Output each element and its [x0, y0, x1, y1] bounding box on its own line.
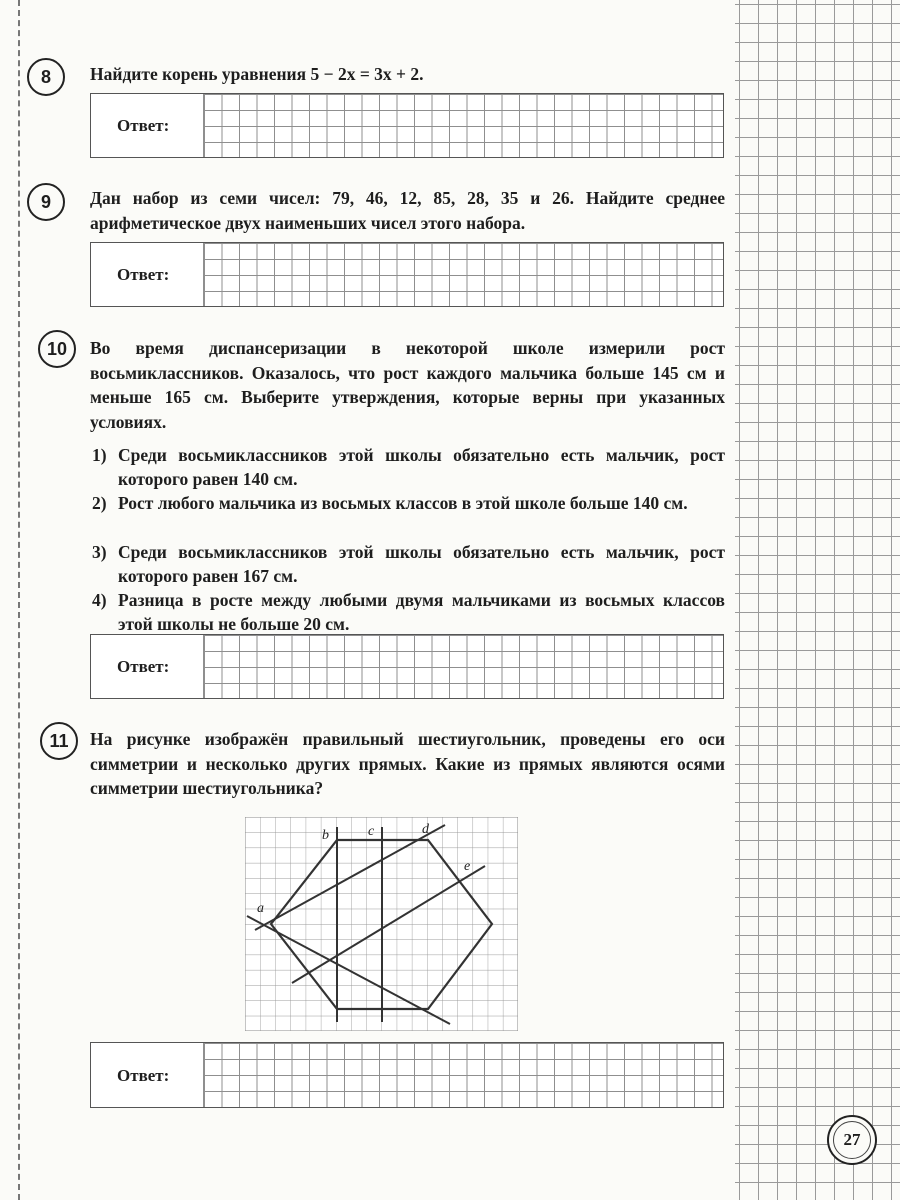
task-10-option-3-number: 3)	[92, 542, 107, 562]
page-number-inner-ring	[833, 1121, 871, 1159]
task-10-answer-box[interactable]	[90, 634, 724, 699]
page-number-badge	[827, 1115, 877, 1165]
task-8-answer-label: Ответ:	[117, 116, 170, 135]
task-8-text: Найдите корень уравнения 5 − 2x = 3x + 2.	[90, 64, 424, 84]
task-10-number: 10	[46, 338, 68, 359]
task-9-answer-label: Ответ:	[117, 265, 170, 284]
task-10-option-4-text: Разница в росте между любыми двумя мальчиками из восьмых классов этой школы не больше 20 см.	[118, 590, 725, 634]
label-b: b	[322, 828, 329, 843]
label-a: a	[257, 901, 264, 916]
label-d: d	[422, 822, 429, 837]
task-8-answer-box[interactable]	[90, 93, 724, 158]
task-11-answer-label: Ответ:	[117, 1066, 170, 1085]
task-9-number: 9	[40, 191, 51, 212]
task-10-option-1-text: Среди восьмиклассников этой школы обязательно есть мальчик, рост которого равен 140 см.	[118, 445, 725, 489]
task-11-answer-box[interactable]	[90, 1042, 724, 1108]
task-10-option-3-text: Среди восьмиклассников этой школы обязательно есть мальчик, рост которого равен 167 см.	[118, 542, 725, 586]
task-10-option-2-text: Рост любого мальчика из восьмых классов в этой школе больше 140 см.	[118, 493, 688, 513]
task-10-answer-cells[interactable]	[203, 635, 723, 698]
cut-line	[18, 0, 20, 1200]
task-10-option-3	[92, 540, 725, 588]
task-10-option-2	[92, 491, 725, 515]
task-10-number-badge	[38, 330, 76, 368]
task-10-option-2-number: 2)	[92, 493, 107, 513]
label-e: e	[464, 859, 471, 874]
task-9-text: Дан набор из семи чисел: 79, 46, 12, 85, 28, 35 и 26. Найдите среднее арифметическое двух наименьших чисел этого набора.	[90, 188, 725, 233]
task-10-option-4	[92, 588, 725, 636]
task-9-answer-box[interactable]	[90, 242, 724, 307]
task-10-option-4-number: 4)	[92, 590, 107, 610]
task-10-option-1-number: 1)	[92, 445, 107, 465]
task-11-text: На рисунке изображён правильный шестиугольник, проведены его оси симметрии и несколько других прямых. Какие из прямых являются осями симметрии шестиугольника?	[90, 729, 725, 798]
grid-margin-area	[735, 0, 900, 1200]
page-number: 27	[843, 1130, 861, 1149]
label-c: c	[368, 824, 375, 839]
task-11-answer-cells[interactable]	[203, 1043, 723, 1107]
task-8-number-badge	[27, 58, 65, 96]
task-8-number: 8	[40, 66, 51, 87]
hexagon-figure	[245, 817, 518, 1031]
task-9-answer-cells[interactable]	[203, 243, 723, 306]
task-8-answer-cells[interactable]	[203, 94, 723, 157]
task-10-option-1	[92, 443, 725, 491]
task-10-text: Во время диспансеризации в некоторой школе измерили рост восьмиклассников. Оказалось, что рост каждого мальчика больше 145 см и меньше 165 см. Выберите утверждения, которые верны при указанных условиях.	[90, 338, 725, 432]
task-9-number-badge	[27, 183, 65, 221]
task-11-number: 11	[49, 730, 69, 751]
task-10-answer-label: Ответ:	[117, 657, 170, 676]
task-11-number-badge	[40, 722, 78, 760]
